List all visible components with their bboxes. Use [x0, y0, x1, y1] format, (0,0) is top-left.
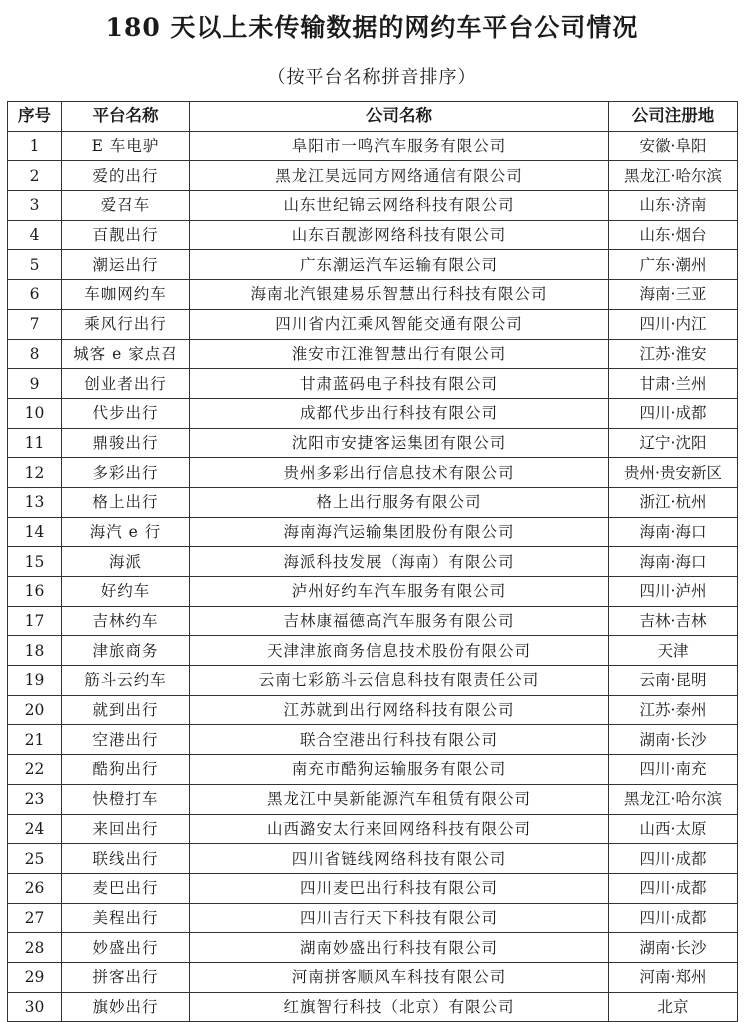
cell-company-name: 黑龙江昊远同方网络通信有限公司	[190, 161, 609, 191]
cell-company-name: 泸州好约车汽车服务有限公司	[190, 577, 609, 607]
table-row	[8, 962, 738, 992]
cell-platform-name: 多彩出行	[62, 458, 190, 488]
table-row	[8, 339, 738, 369]
cell-company-name: 贵州多彩出行信息技术有限公司	[190, 458, 609, 488]
cell-platform-name: 快橙打车	[62, 784, 190, 814]
cell-platform-name: 就到出行	[62, 695, 190, 725]
cell-company-name: 云南七彩筋斗云信息科技有限责任公司	[190, 666, 609, 696]
table-row	[8, 161, 738, 191]
cell-registration-place: 湖南·长沙	[609, 933, 738, 963]
cell-platform-name: 空港出行	[62, 725, 190, 755]
table-row	[8, 369, 738, 399]
cell-platform-name: 代步出行	[62, 398, 190, 428]
cell-index: 30	[8, 992, 62, 1022]
cell-index: 17	[8, 606, 62, 636]
table-row	[8, 666, 738, 696]
platform-table	[7, 101, 738, 1022]
cell-platform-name: 鼎骏出行	[62, 428, 190, 458]
cell-registration-place: 湖南·长沙	[609, 725, 738, 755]
cell-registration-place: 北京	[609, 992, 738, 1022]
cell-index: 29	[8, 962, 62, 992]
cell-registration-place: 黑龙江·哈尔滨	[609, 161, 738, 191]
cell-company-name: 海南海汽运输集团股份有限公司	[190, 517, 609, 547]
cell-platform-name: 格上出行	[62, 487, 190, 517]
cell-company-name: 四川省内江乘风智能交通有限公司	[190, 309, 609, 339]
cell-registration-place: 海南·海口	[609, 517, 738, 547]
table-row	[8, 458, 738, 488]
cell-registration-place: 四川·成都	[609, 873, 738, 903]
table-row	[8, 695, 738, 725]
table-row	[8, 250, 738, 280]
cell-company-name: 阜阳市一鸣汽车服务有限公司	[190, 131, 609, 161]
cell-index: 11	[8, 428, 62, 458]
table-row	[8, 636, 738, 666]
cell-registration-place: 四川·成都	[609, 844, 738, 874]
cell-index: 12	[8, 458, 62, 488]
cell-platform-name: 妙盛出行	[62, 933, 190, 963]
cell-company-name: 淮安市江淮智慧出行有限公司	[190, 339, 609, 369]
cell-registration-place: 海南·三亚	[609, 280, 738, 310]
cell-platform-name: 潮运出行	[62, 250, 190, 280]
table-row	[8, 784, 738, 814]
cell-company-name: 湖南妙盛出行科技有限公司	[190, 933, 609, 963]
table-row	[8, 873, 738, 903]
cell-registration-place: 四川·成都	[609, 903, 738, 933]
cell-platform-name: 爱的出行	[62, 161, 190, 191]
table-row	[8, 398, 738, 428]
table-row	[8, 517, 738, 547]
cell-index: 10	[8, 398, 62, 428]
cell-registration-place: 四川·内江	[609, 309, 738, 339]
table-header-row	[8, 102, 738, 132]
cell-company-name: 南充市酷狗运输服务有限公司	[190, 755, 609, 785]
table-row	[8, 933, 738, 963]
cell-index: 7	[8, 309, 62, 339]
cell-company-name: 广东潮运汽车运输有限公司	[190, 250, 609, 280]
cell-index: 24	[8, 814, 62, 844]
header-index: 序号	[8, 102, 62, 132]
cell-company-name: 甘肃蓝码电子科技有限公司	[190, 369, 609, 399]
cell-index: 25	[8, 844, 62, 874]
header-platform-name: 平台名称	[62, 102, 190, 132]
cell-index: 18	[8, 636, 62, 666]
table-row	[8, 547, 738, 577]
table-body	[8, 131, 738, 1022]
page-title: 180 天以上未传输数据的网约车平台公司情况	[105, 13, 639, 42]
cell-registration-place: 浙江·杭州	[609, 487, 738, 517]
cell-registration-place: 辽宁·沈阳	[609, 428, 738, 458]
cell-registration-place: 江苏·淮安	[609, 339, 738, 369]
cell-platform-name: 海汽 e 行	[62, 517, 190, 547]
cell-company-name: 四川省链线网络科技有限公司	[190, 844, 609, 874]
cell-company-name: 海南北汽银建易乐智慧出行科技有限公司	[190, 280, 609, 310]
cell-platform-name: 城客 e 家点召	[62, 339, 190, 369]
cell-registration-place: 云南·昆明	[609, 666, 738, 696]
cell-company-name: 山东世纪锦云网络科技有限公司	[190, 191, 609, 221]
table-row	[8, 131, 738, 161]
table-row	[8, 220, 738, 250]
cell-index: 26	[8, 873, 62, 903]
table-row	[8, 309, 738, 339]
cell-platform-name: E 车电驴	[62, 131, 190, 161]
cell-platform-name: 乘风行出行	[62, 309, 190, 339]
table-row	[8, 191, 738, 221]
cell-index: 9	[8, 369, 62, 399]
cell-company-name: 四川吉行天下科技有限公司	[190, 903, 609, 933]
cell-platform-name: 车咖网约车	[62, 280, 190, 310]
cell-registration-place: 贵州·贵安新区	[609, 458, 738, 488]
cell-index: 15	[8, 547, 62, 577]
cell-company-name: 四川麦巴出行科技有限公司	[190, 873, 609, 903]
table-row	[8, 487, 738, 517]
cell-index: 2	[8, 161, 62, 191]
cell-platform-name: 酷狗出行	[62, 755, 190, 785]
page-subtitle: （按平台名称拼音排序）	[267, 67, 477, 88]
cell-platform-name: 创业者出行	[62, 369, 190, 399]
table-row	[8, 755, 738, 785]
cell-registration-place: 甘肃·兰州	[609, 369, 738, 399]
header-company-name: 公司名称	[190, 102, 609, 132]
cell-company-name: 海派科技发展（海南）有限公司	[190, 547, 609, 577]
cell-company-name: 黑龙江中昊新能源汽车租赁有限公司	[190, 784, 609, 814]
cell-registration-place: 四川·南充	[609, 755, 738, 785]
cell-company-name: 江苏就到出行网络科技有限公司	[190, 695, 609, 725]
table-row	[8, 992, 738, 1022]
cell-index: 4	[8, 220, 62, 250]
cell-company-name: 河南拼客顺风车科技有限公司	[190, 962, 609, 992]
cell-index: 14	[8, 517, 62, 547]
cell-registration-place: 四川·泸州	[609, 577, 738, 607]
cell-registration-place: 安徽·阜阳	[609, 131, 738, 161]
cell-registration-place: 山西·太原	[609, 814, 738, 844]
cell-company-name: 吉林康福德高汽车服务有限公司	[190, 606, 609, 636]
cell-company-name: 山西潞安太行来回网络科技有限公司	[190, 814, 609, 844]
cell-platform-name: 联线出行	[62, 844, 190, 874]
cell-platform-name: 筋斗云约车	[62, 666, 190, 696]
cell-index: 19	[8, 666, 62, 696]
cell-platform-name: 百靓出行	[62, 220, 190, 250]
cell-platform-name: 来回出行	[62, 814, 190, 844]
cell-registration-place: 海南·海口	[609, 547, 738, 577]
cell-platform-name: 麦巴出行	[62, 873, 190, 903]
cell-platform-name: 吉林约车	[62, 606, 190, 636]
cell-platform-name: 津旅商务	[62, 636, 190, 666]
cell-index: 21	[8, 725, 62, 755]
cell-registration-place: 四川·成都	[609, 398, 738, 428]
cell-platform-name: 旗妙出行	[62, 992, 190, 1022]
cell-index: 3	[8, 191, 62, 221]
cell-company-name: 红旗智行科技（北京）有限公司	[190, 992, 609, 1022]
cell-index: 22	[8, 755, 62, 785]
cell-company-name: 联合空港出行科技有限公司	[190, 725, 609, 755]
cell-index: 5	[8, 250, 62, 280]
cell-index: 27	[8, 903, 62, 933]
table-row	[8, 280, 738, 310]
table-row	[8, 428, 738, 458]
cell-index: 20	[8, 695, 62, 725]
cell-registration-place: 广东·潮州	[609, 250, 738, 280]
cell-index: 13	[8, 487, 62, 517]
cell-company-name: 成都代步出行科技有限公司	[190, 398, 609, 428]
cell-registration-place: 河南·郑州	[609, 962, 738, 992]
cell-index: 1	[8, 131, 62, 161]
header-registration-place: 公司注册地	[609, 102, 738, 132]
cell-index: 16	[8, 577, 62, 607]
table-row	[8, 814, 738, 844]
cell-registration-place: 江苏·泰州	[609, 695, 738, 725]
table-row	[8, 606, 738, 636]
cell-company-name: 沈阳市安捷客运集团有限公司	[190, 428, 609, 458]
cell-registration-place: 天津	[609, 636, 738, 666]
cell-company-name: 山东百靓澎网络科技有限公司	[190, 220, 609, 250]
cell-index: 28	[8, 933, 62, 963]
cell-platform-name: 拼客出行	[62, 962, 190, 992]
table-row	[8, 903, 738, 933]
cell-index: 6	[8, 280, 62, 310]
cell-platform-name: 海派	[62, 547, 190, 577]
cell-index: 8	[8, 339, 62, 369]
table-row	[8, 577, 738, 607]
cell-registration-place: 山东·济南	[609, 191, 738, 221]
cell-registration-place: 黑龙江·哈尔滨	[609, 784, 738, 814]
table-row	[8, 844, 738, 874]
cell-registration-place: 吉林·吉林	[609, 606, 738, 636]
cell-platform-name: 美程出行	[62, 903, 190, 933]
table-row	[8, 725, 738, 755]
cell-platform-name: 好约车	[62, 577, 190, 607]
cell-company-name: 格上出行服务有限公司	[190, 487, 609, 517]
cell-registration-place: 山东·烟台	[609, 220, 738, 250]
cell-platform-name: 爱召车	[62, 191, 190, 221]
cell-index: 23	[8, 784, 62, 814]
cell-company-name: 天津津旅商务信息技术股份有限公司	[190, 636, 609, 666]
